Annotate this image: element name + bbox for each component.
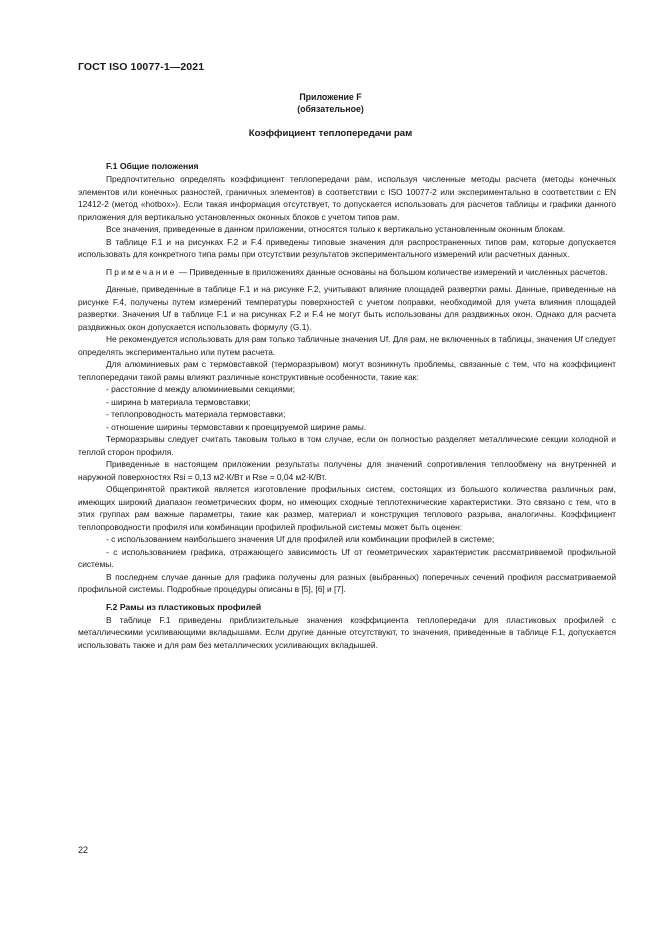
annex-status: (обязательное) [297,104,364,114]
annex-label: Приложение F [299,92,362,102]
paragraph: Все значения, приведенные в данном приложении, относятся только к вертикально установленным оконным блокам. [106,224,566,234]
paragraph: В таблице F.1 и на рисунках F.2 и F.4 приведены типовые значения для распространенных типов рам, которые допускается использовать для конкретного типа рамы при отсутствии результатов экспериментального измерений или расчетных данных. [78,236,616,259]
paragraph: Предпочтительно определять коэффициент теплопередачи рам, используя численные методы расчета (методы конечных элементов или конечных разностей, граничных элементов) в соответствии с ISO 10077-2 или экспериментально в соответствии с EN 12412-2 (метод «hotbox»). Если такая информация отсутствует, то допускается использовать для расчетов таблицы и графики данного приложения для вертикально установленных оконных блоков с учетом типов рам. [78,174,616,222]
list-item: - расстояние d между алюминиевыми секциями; [106,384,295,394]
paragraph: В последнем случае данные для графика получены для разных (выбранных) поперечных сечений профиля рассматриваемой профильной системы. Подробные процедуры описаны в [5], [6] и [7]. [78,571,616,594]
section-heading-f1: F.1 Общие положения [106,161,199,171]
section-heading-f2: F.2 Рамы из пластиковых профилей [106,601,262,612]
paragraph: Приведенные в настоящем приложении результаты получены для значений сопротивления теплообмену на внутренней и наружной поверхностях Rsi = 0,13 м2·К/Вт и Rse = 0,04 м2·К/Вт. [78,459,616,482]
document-body [78,160,616,651]
note-label: Примечание [106,266,177,277]
paragraph: Общепринятой практикой является изготовление профильных систем, состоящих из большого количества различных рам, имеющих широкий диапазон геометрических форм, но имеющих сходные теплотехнические характеристики. Это связано с тем, что в этих группах рам важные параметры, такие как размер, материал и конструкция теплового разрыва, аналогичны. Коэффициент теплопроводности профиля или комбинации профилей профильной системы может быть оценен: [78,484,616,532]
paragraph: Не рекомендуется использовать для рам только табличные значения Uf. Для рам, не включенных в таблицы, значения Uf следует определять экспериментально или путем расчета. [78,334,616,357]
list-item: - теплопроводность материала термовставки; [106,409,286,419]
paragraph: Данные, приведенные в таблице F.1 и на рисунке F.2, учитывают влияние площадей развертки рамы. Данные, приведенные на рисунке F.4, получены путем измерений температуры поверхностей с учетом поправки, необходимой для учета влияния площадей развертки. Значения Uf в таблице F.1 и на рисунках F.2 и F.4 не могут быть использованы для раздвижных окон. Однако для расчета раздвижных окон допускается использовать формулу (G.1). [78,284,616,332]
list-item: - с использованием наибольшего значения Uf для профилей или комбинации профилей в системе; [106,534,495,544]
note-text: — Приведенные в приложениях данные основаны на большом количестве измерений и численных расчетов. [176,266,608,277]
page-number: 22 [78,845,89,855]
paragraph: Для алюминиевых рам с термовставкой (терморазрывом) могут возникнуть проблемы, связанные с тем, что на коэффициент теплопередачи такой рамы влияют различные конструктивные особенности, такие как: [78,359,616,382]
list-item: - ширина b материала термовставки; [106,396,251,407]
annex-title: Коэффициент теплопередачи рам [248,128,413,139]
paragraph: В таблице F.1 приведены приблизительные значения коэффициента теплопередачи для пластиковых профилей с металлическими усиливающими вкладышами. Если другие данные отсутствуют, то значения, приведенные в таблице F.1, допускается использовать также и для рам без металлических усиливающих вкладышей. [78,614,616,650]
note-paragraph [78,266,616,279]
paragraph: Терморазрывы следует считать таковым только в том случае, если он полностью разделяет металлические секции холодной и теплой сторон профиля. [78,434,616,457]
list-item: - отношение ширины термовставки к проецируемой ширине рамы. [106,421,367,432]
list-item: - с использованием графика, отражающего зависимость Uf от геометрических характеристик рассматриваемой профильной системы. [78,546,616,569]
document-code-header: ГОСТ ISO 10077-1—2021 [78,61,205,73]
